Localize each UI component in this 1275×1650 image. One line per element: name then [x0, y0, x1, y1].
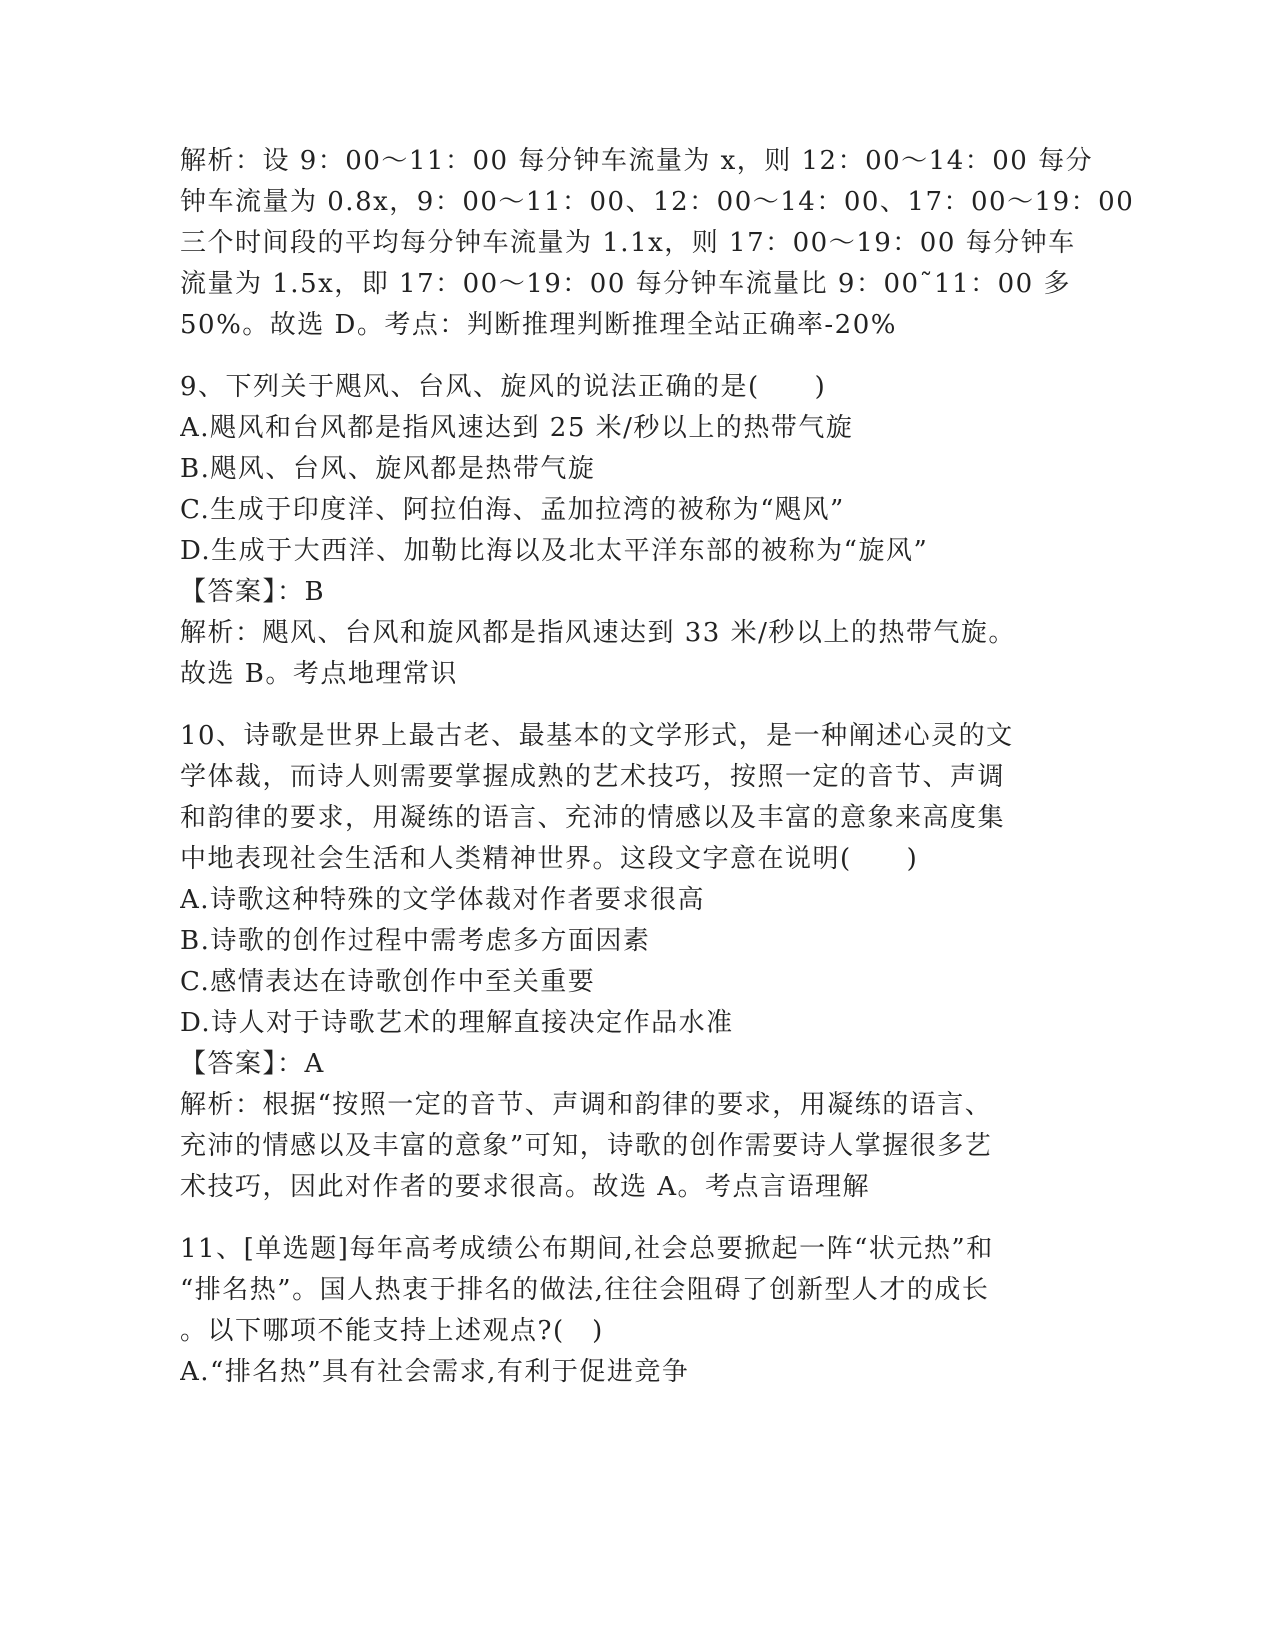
question-11-block	[180, 1229, 1180, 1393]
explanation-line: 三个时间段的平均每分钟车流量为 1.1x，则 17：00～19：00 每分钟车	[180, 228, 1076, 258]
explanation-line: 术技巧，因此对作者的要求很高。故选 A。考点言语理解	[180, 1172, 871, 1202]
explanation-line: 流量为 1.5x，即 17：00～19：00 每分钟车流量比 9：00˜11：00 多	[180, 269, 1071, 299]
explanation-line: 解析：根据“按照一定的音节、声调和韵律的要求，用凝练的语言、	[180, 1090, 993, 1120]
question-10-block	[180, 716, 1180, 1208]
question-stem: 11、[单选题]每年高考成绩公布期间,社会总要掀起一阵“状元热”和	[180, 1234, 994, 1264]
option-b: B.飓风、台风、旋风都是热带气旋	[180, 454, 596, 484]
answer-line: 【答案】：B	[180, 577, 326, 607]
question-9-block	[180, 367, 1180, 695]
question-stem: 中地表现社会生活和人类精神世界。这段文字意在说明( )	[180, 844, 919, 874]
explanation-line: 解析：飓风、台风和旋风都是指风速达到 33 米/秒以上的热带气旋。	[180, 618, 1016, 648]
question-stem: “排名热”。国人热衷于排名的做法,往往会阻碍了创新型人才的成长	[180, 1275, 990, 1305]
option-d: D.生成于大西洋、加勒比海以及北太平洋东部的被称为“旋风”	[180, 536, 929, 566]
explanation-line: 50%。故选 D。考点：判断推理判断推理全站正确率-20%	[180, 310, 897, 340]
option-d: D.诗人对于诗歌艺术的理解直接决定作品水准	[180, 1008, 734, 1038]
option-c: C.生成于印度洋、阿拉伯海、孟加拉湾的被称为“飓风”	[180, 495, 845, 525]
explanation-line: 故选 B。考点地理常识	[180, 659, 458, 689]
question-stem: 和韵律的要求，用凝练的语言、充沛的情感以及丰富的意象来高度集	[180, 803, 1006, 833]
option-a: A.诗歌这种特殊的文学体裁对作者要求很高	[180, 885, 706, 915]
option-b: B.诗歌的创作过程中需考虑多方面因素	[180, 926, 651, 956]
explanation-line: 钟车流量为 0.8x，9：00～11：00、12：00～14：00、17：00～19：00	[180, 187, 1135, 217]
question-stem: 。以下哪项不能支持上述观点?( )	[180, 1316, 604, 1346]
question-stem: 9、下列关于飓风、台风、旋风的说法正确的是( )	[180, 372, 827, 402]
explanation-line: 解析：设 9：00～11：00 每分钟车流量为 x，则 12：00～14：00 每分	[180, 146, 1094, 176]
question-stem: 10、诗歌是世界上最古老、最基本的文学形式，是一种阐述心灵的文	[180, 721, 1014, 751]
q8-explanation-block	[180, 141, 1180, 346]
answer-line: 【答案】：A	[180, 1049, 325, 1079]
question-stem: 学体裁，而诗人则需要掌握成熟的艺术技巧，按照一定的音节、声调	[180, 762, 1006, 792]
option-a: A.飓风和台风都是指风速达到 25 米/秒以上的热带气旋	[180, 413, 854, 443]
option-c: C.感情表达在诗歌创作中至关重要	[180, 967, 596, 997]
explanation-line: 充沛的情感以及丰富的意象”可知，诗歌的创作需要诗人掌握很多艺	[180, 1131, 993, 1161]
option-a: A.“排名热”具有社会需求,有利于促进竞争	[180, 1357, 690, 1387]
